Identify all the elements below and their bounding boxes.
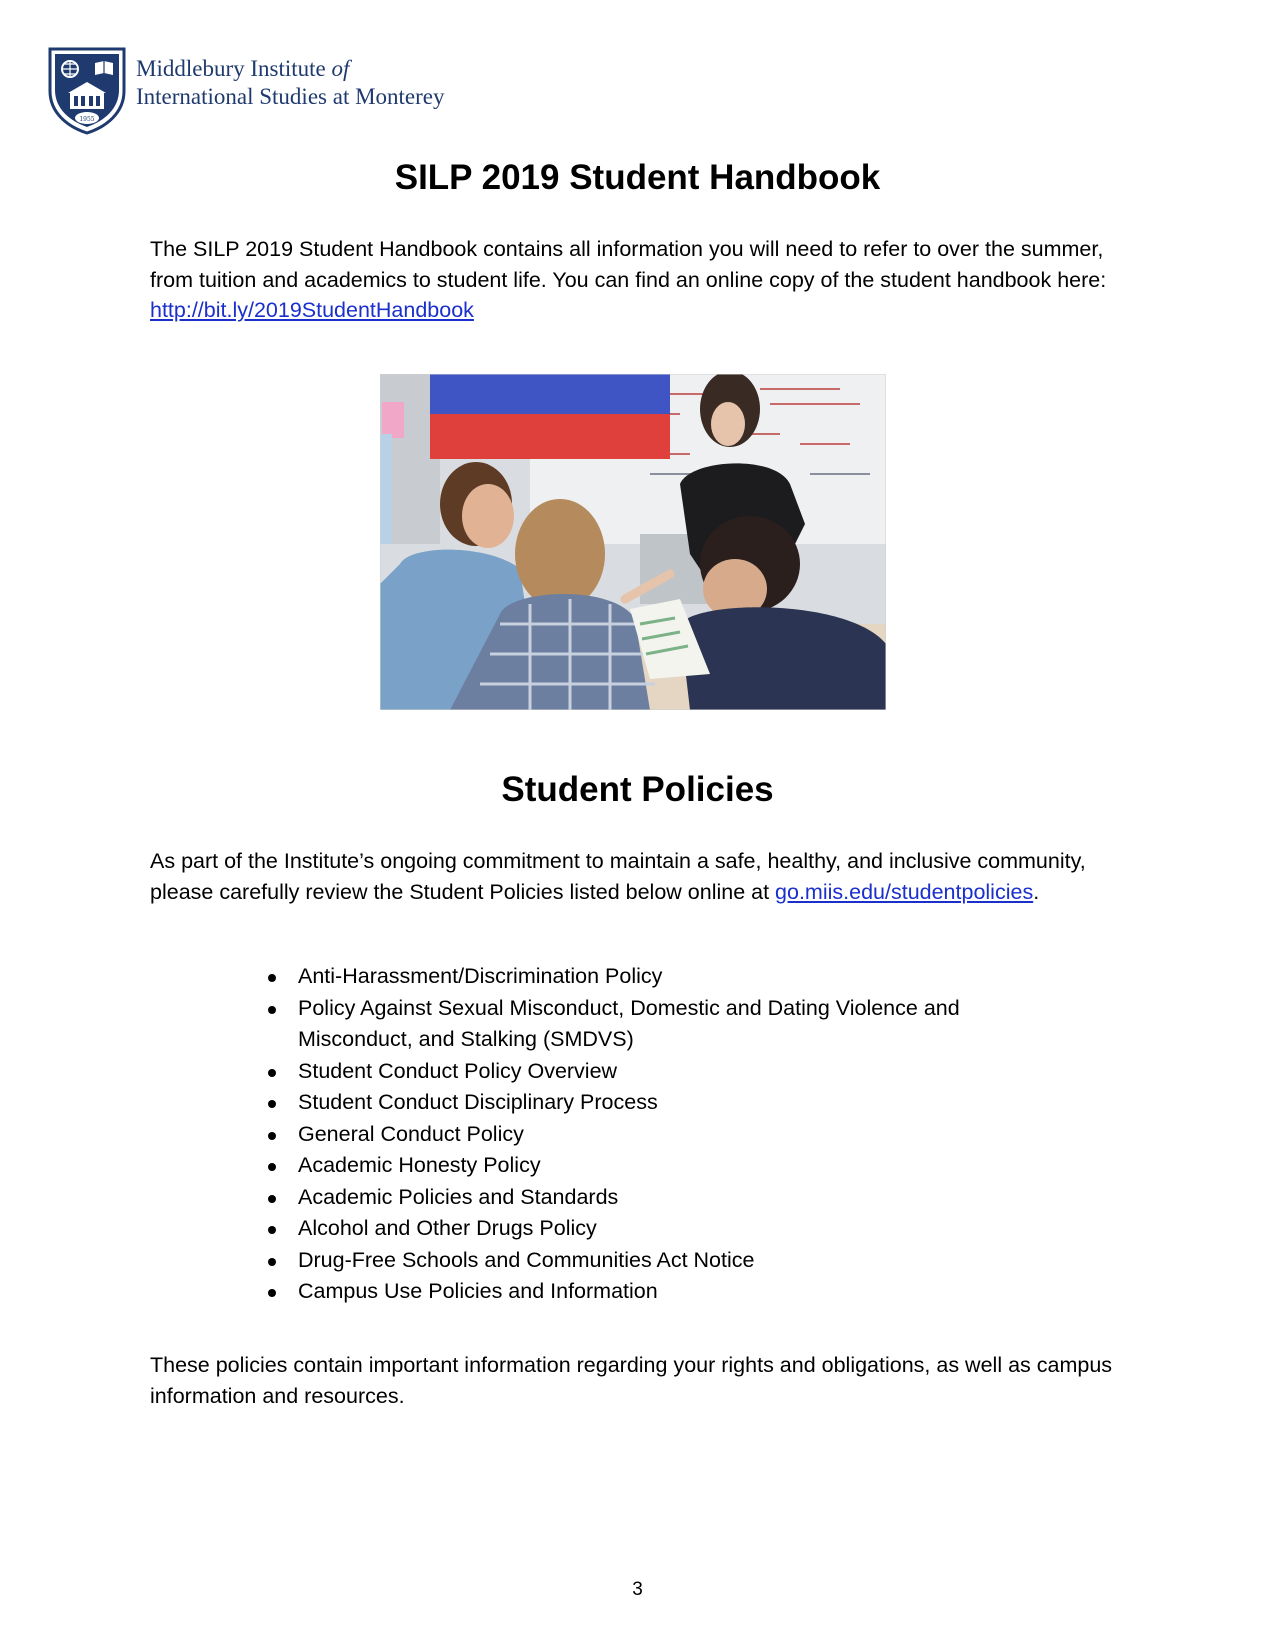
policy-list [268, 961, 1048, 1308]
policy-item: Alcohol and Other Drugs Policy [268, 1213, 1048, 1245]
institute-name [136, 55, 445, 111]
policy-item: Academic Policies and Standards [268, 1182, 1048, 1214]
institute-name-line-1 [136, 55, 445, 83]
student-policies-link[interactable]: go.miis.edu/studentpolicies [775, 879, 1034, 904]
institute-name-main: Middlebury Institute [136, 56, 326, 81]
handbook-intro-text: The SILP 2019 Student Handbook contains all information you will need to refer to over the summer, from tuition and academics to student life. You can find an online copy of the student handbook here: [150, 237, 1107, 292]
handbook-title: SILP 2019 Student Handbook [394, 158, 881, 197]
handbook-intro [150, 234, 1130, 326]
classroom-photo [380, 374, 886, 710]
policies-intro-end: . [1033, 879, 1040, 904]
classroom-photo-image [380, 374, 886, 710]
policy-item: Policy Against Sexual Misconduct, Domestic and Dating Violence and Misconduct, and Stalking (SMDVS) [268, 993, 1048, 1056]
policies-closing: These policies contain important information regarding your rights and obligations, as well as campus information and resources. [150, 1353, 1113, 1408]
policy-item: Academic Honesty Policy [268, 1150, 1048, 1182]
policy-item: General Conduct Policy [268, 1119, 1048, 1151]
policies-intro [150, 846, 1130, 907]
policies-intro-text: As part of the Institute’s ongoing commitment to maintain a safe, healthy, and inclusive community, please carefully review the Student Policies listed below online at [150, 849, 1086, 904]
seal-year: 1955 [79, 116, 95, 123]
policy-item: Drug-Free Schools and Communities Act Notice [268, 1245, 1048, 1277]
policy-item: Student Conduct Disciplinary Process [268, 1087, 1048, 1119]
handbook-link[interactable]: http://bit.ly/2019StudentHandbook [150, 298, 474, 322]
institute-name-line-2: International Studies at Monterey [136, 84, 445, 109]
institute-logo [48, 47, 488, 135]
institute-name-of: of [331, 56, 350, 81]
institute-seal-icon [48, 47, 126, 135]
policies-title: Student Policies [501, 770, 774, 809]
policy-item: Anti-Harassment/Discrimination Policy [268, 961, 1048, 993]
page-number: 3 [632, 1579, 643, 1600]
policy-item: Campus Use Policies and Information [268, 1276, 1048, 1308]
policy-item: Student Conduct Policy Overview [268, 1056, 1048, 1088]
